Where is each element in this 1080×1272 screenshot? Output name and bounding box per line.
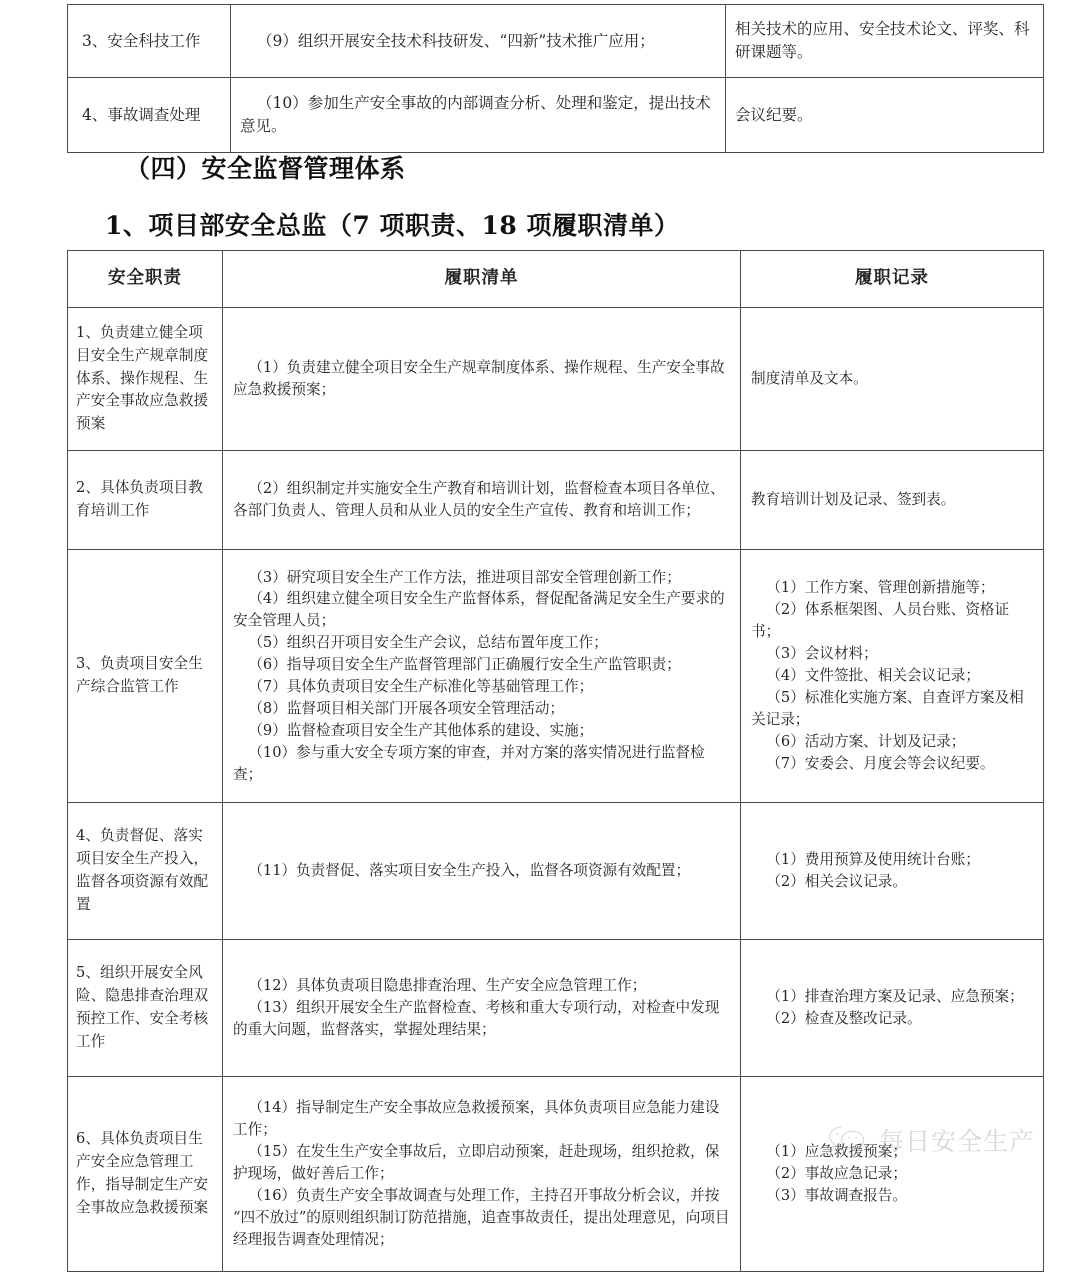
list-line: （7）具体负责项目安全生产标准化等基础管理工作； <box>248 678 594 695</box>
record-line: （2）检查及整改记录。 <box>766 1010 922 1027</box>
list-line: （16）负责生产安全事故调查与处理工作，主持召开事故分析会议，并按“四不放过”的原则组织制订防范措施，追查事故责任，提出处理意见，向项目经理报告调查处理情况； <box>233 1186 730 1248</box>
sub-heading: 1、项目部安全总监（7 项职责、18 项履职清单） <box>105 211 680 240</box>
record-cell <box>741 940 1044 1077</box>
list-line: （9）监督检查项目安全生产其他体系的建设、实施； <box>248 721 594 739</box>
duty-cell: 3、安全科技工作 <box>68 5 231 78</box>
record-cell: 会议纪要。 <box>726 78 1044 153</box>
duty-cell: 3、负责项目安全生产综合监管工作 <box>68 550 223 803</box>
record-cell <box>741 308 1044 451</box>
table-row <box>68 940 1044 1077</box>
continuation-table <box>67 4 1044 153</box>
record-line: （1）费用预算及使用统计台账； <box>766 851 980 869</box>
record-line: （3）事故调查报告。 <box>766 1186 907 1204</box>
list-cell: （9）组织开展安全技术科技研发、“四新”技术推广应用； <box>231 5 726 78</box>
table-row <box>68 451 1044 550</box>
record-line: （2）相关会议记录。 <box>766 873 907 890</box>
table-body <box>68 308 1044 1272</box>
table-row <box>68 78 1044 153</box>
record-line: （7）安委会、月度会等会议纪要。 <box>766 754 995 772</box>
table-row <box>68 550 1044 803</box>
list-cell <box>223 1077 741 1272</box>
list-line: （1）负责建立健全项目安全生产规章制度体系、操作规程、生产安全事故应急救援预案； <box>233 359 725 398</box>
list-line: （14）指导制定生产安全事故应急救援预案，具体负责项目应急能力建设工作； <box>233 1099 720 1139</box>
column-header-list: 履职清单 <box>223 251 741 308</box>
record-line: （6）活动方案、计划及记录； <box>766 732 966 750</box>
duty-cell: 1、负责建立健全项目安全生产规章制度体系、操作规程、生产安全事故应急救援预案 <box>68 308 223 451</box>
record-line: 制度清单及文本。 <box>751 370 868 388</box>
safety-duty-table <box>67 250 1044 1272</box>
list-line: （3）研究项目安全生产工作方法，推进项目部安全管理创新工作； <box>248 568 681 586</box>
record-cell <box>741 451 1044 550</box>
record-line: （1）应急救援预案； <box>766 1143 907 1161</box>
column-header-duty: 安全职责 <box>68 251 223 308</box>
list-line: （8）监督项目相关部门开展各项安全管理活动； <box>248 699 565 717</box>
list-line: （11）负责督促、落实项目安全生产投入，监督各项资源有效配置； <box>248 862 691 880</box>
duty-cell: 4、事故调查处理 <box>68 78 231 153</box>
column-header-record: 履职记录 <box>741 251 1044 308</box>
list-cell <box>223 550 741 803</box>
list-cell <box>223 803 741 940</box>
list-line: （12）具体负责项目隐患排查治理、生产安全应急管理工作； <box>248 977 647 995</box>
table-header-row <box>68 251 1044 308</box>
record-line: （4）文件签批、相关会议记录； <box>766 667 980 685</box>
list-line: （6）指导项目安全生产监督管理部门正确履行安全生产监管职责； <box>248 656 681 674</box>
table-row <box>68 308 1044 451</box>
record-cell <box>741 1077 1044 1272</box>
list-cell <box>223 940 741 1077</box>
record-cell: 相关技术的应用、安全技术论文、评奖、科研课题等。 <box>726 5 1044 78</box>
list-cell <box>223 308 741 451</box>
record-line: （1）工作方案、管理创新措施等； <box>766 579 995 597</box>
list-line: （10）参与重大安全专项方案的审查，并对方案的落实情况进行监督检查； <box>233 743 705 783</box>
list-line: （4）组织建立健全项目安全生产监督体系，督促配备满足安全生产要求的安全管理人员； <box>233 590 725 630</box>
table-row <box>68 803 1044 940</box>
table-row <box>68 1077 1044 1272</box>
duty-cell: 6、具体负责项目生产安全应急管理工作，指导制定生产安全事故应急救援预案 <box>68 1077 223 1272</box>
list-line: （13）组织开展安全生产监督检查、考核和重大专项行动，对检查中发现的重大问题，监督落实，掌握处理结果； <box>233 999 720 1038</box>
watermark-text: 每日安全生产 <box>879 1127 1036 1156</box>
record-cell <box>741 550 1044 803</box>
record-line: （1）排查治理方案及记录、应急预案； <box>766 988 1024 1006</box>
list-line: （2）组织制定并实施安全生产教育和培训计划，监督检查本项目各单位、各部门负责人、管理人员和从业人员的安全生产宣传、教育和培训工作； <box>233 480 725 519</box>
duty-cell: 2、具体负责项目教育培训工作 <box>68 451 223 550</box>
record-line: （3）会议材料； <box>766 645 878 663</box>
record-line: （2）事故应急记录； <box>766 1165 907 1183</box>
record-line: 教育培训计划及记录、签到表。 <box>751 491 956 509</box>
table-row <box>68 5 1044 78</box>
list-line: （15）在发生生产安全事故后，立即启动预案，赶赴现场，组织抢救，保护现场，做好善后工作； <box>233 1143 720 1183</box>
duty-cell: 4、负责督促、落实项目安全生产投入，监督各项资源有效配置 <box>68 803 223 940</box>
list-cell <box>223 451 741 550</box>
duty-cell: 5、组织开展安全风险、隐患排查治理双预控工作、安全考核工作 <box>68 940 223 1077</box>
section-heading: （四）安全监督管理体系 <box>125 154 406 183</box>
record-line: （2）体系框架图、人员台账、资格证书； <box>751 601 1010 641</box>
record-line: （5）标准化实施方案、自查评方案及相关记录； <box>751 688 1024 728</box>
list-line: （5）组织召开项目安全生产会议，总结布置年度工作； <box>248 634 608 652</box>
record-cell <box>741 803 1044 940</box>
list-cell: （10）参加生产安全事故的内部调查分析、处理和鉴定，提出技术意见。 <box>231 78 726 153</box>
